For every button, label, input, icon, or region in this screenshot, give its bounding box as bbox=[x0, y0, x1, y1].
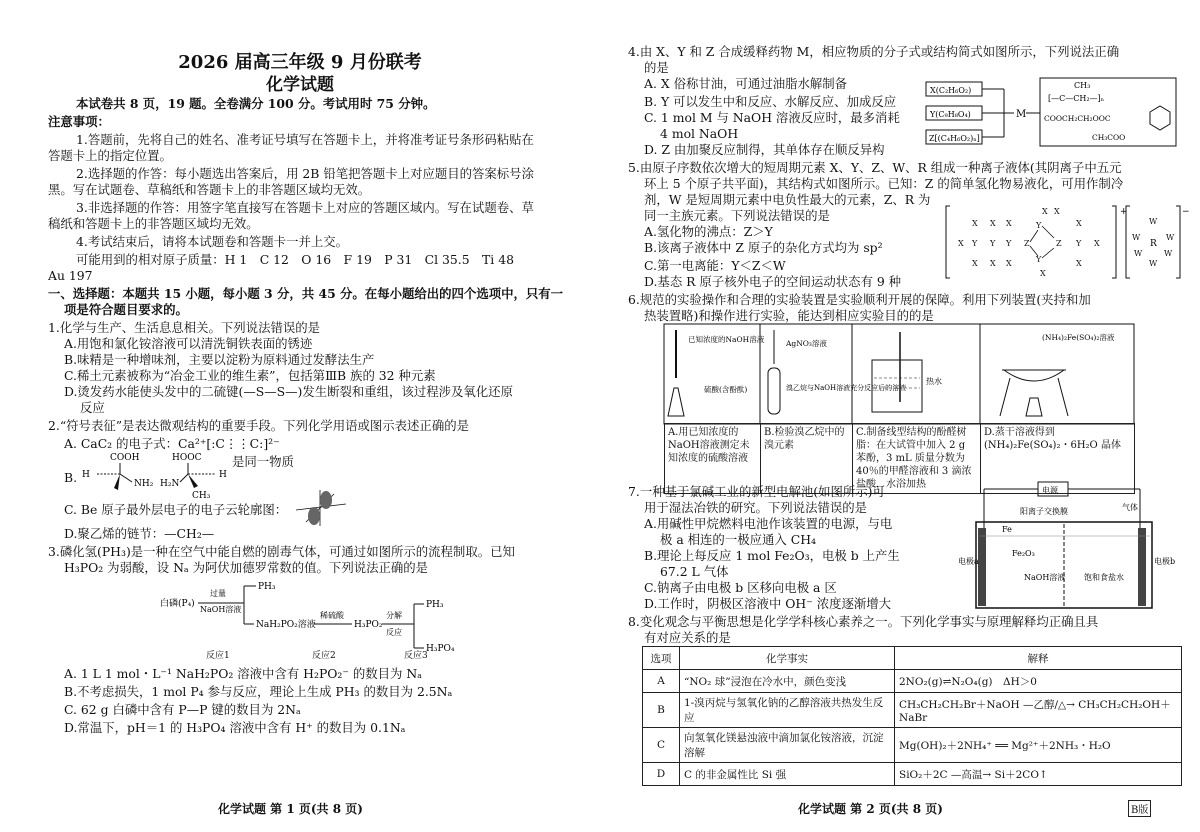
q7-power-label: 电源 bbox=[1042, 486, 1058, 495]
q4-option-c-cont: 4 mol NaOH bbox=[660, 126, 739, 141]
flow-reaction-2: 反应2 bbox=[312, 651, 336, 661]
q5-stem-cont3: 同一主族元素。下列说法错误的是 bbox=[644, 208, 830, 223]
q4-m-chain: [—C—CH₂—]ₙ bbox=[1048, 94, 1105, 103]
q4-option-d: D. Z 由加聚反应制得，其单体存在顺反异构 bbox=[644, 142, 885, 157]
q6-option-c: C.制备线型结构的酚醛树脂：在大试管中加入 2 g 苯酚，3 mL 质量分数为 40％的甲醛溶液和 3 滴浓盐酸，水浴加热 bbox=[853, 424, 981, 494]
version-badge: B版 bbox=[1128, 800, 1151, 817]
table-row bbox=[643, 693, 1182, 728]
q8-row-c-explain: Mg(OH)₂＋2NH₄⁺ ══ Mg²⁺＋2NH₃・H₂O bbox=[895, 728, 1182, 763]
q3-option-d: D.常温下，pH＝1 的 H₃PO₄ 溶液中含有 H⁺ 的数目为 0.1Nₐ bbox=[64, 720, 406, 735]
q4-option-a: A. X 俗称甘油，可通过油脂水解制备 bbox=[644, 76, 848, 91]
q4-m-ch3: CH₃ bbox=[1074, 81, 1091, 90]
q4-m-label: M bbox=[1016, 109, 1027, 120]
exam-subject: 化学试题 bbox=[266, 75, 334, 95]
exam-summary: 本试卷共 8 页，19 题。全卷满分 100 分。考试用时 75 分钟。 bbox=[76, 96, 436, 111]
q2-h2n-label: H₂N bbox=[160, 479, 180, 489]
svg-text:X: X bbox=[1076, 259, 1082, 268]
q8-row-b-fact: 1-溴丙烷与氢氧化钠的乙醇溶液共热发生反应 bbox=[680, 693, 895, 728]
flow-reaction-3: 反应3 bbox=[404, 651, 428, 661]
svg-text:X: X bbox=[990, 219, 996, 228]
q5-option-b: B.该离子液体中 Z 原子的杂化方式均为 sp² bbox=[644, 240, 883, 255]
flow-nah2po2: NaH₂PO₂溶液 bbox=[256, 620, 316, 630]
svg-text:Z: Z bbox=[1024, 239, 1030, 248]
q7-electrolysis-cell bbox=[956, 480, 1176, 612]
svg-text:Y: Y bbox=[990, 239, 996, 248]
q7-naoh-label: NaOH溶液 bbox=[1024, 573, 1066, 582]
svg-text:W: W bbox=[1166, 233, 1175, 242]
svg-text:X: X bbox=[1006, 219, 1012, 228]
q2-option-d: D.聚乙烯的链节：—CH₂— bbox=[64, 526, 215, 541]
atomic-masses: 可能用到的相对原子质量：H 1 C 12 O 16 F 19 P 31 Cl 35.5 Ti 48 bbox=[76, 252, 514, 267]
q1-option-d-cont: 反应 bbox=[80, 400, 105, 415]
note-2a: 2.选择题的作答：每小题选出答案后，用 2B 铅笔把答题卡上对应题目的答案标号涂 bbox=[76, 166, 534, 181]
q3-option-a: A. 1 L 1 mol・L⁻¹ NaH₂PO₂ 溶液中含有 H₂PO₂⁻ 的数目为 Nₐ bbox=[64, 666, 423, 681]
note-2b: 黑。写在试题卷、草稿纸和答题卡上的非答题区域均无效。 bbox=[48, 182, 371, 197]
q2-enantiomers-figure bbox=[76, 452, 236, 500]
note-3b: 稿纸和答题卡上的非答题区域均无效。 bbox=[48, 216, 259, 231]
q3-option-b: B.不考虑损失，1 mol P₄ 参与反应，理论上生成 PH₃ 的数目为 2.5Nₐ bbox=[64, 684, 453, 699]
svg-text:X: X bbox=[958, 239, 964, 248]
q8-row-b-option: B bbox=[643, 693, 680, 728]
q4-option-c: C. 1 mol M 与 NaOH 溶液反应时，最多消耗 bbox=[644, 110, 900, 125]
atomic-masses-cont: Au 197 bbox=[48, 268, 93, 283]
q8-row-d-explain: SiO₂＋2C —高温→ Si＋2CO↑ bbox=[895, 763, 1182, 786]
q7-electrode-b: 电极b bbox=[1154, 557, 1176, 566]
q1-stem: 1.化学与生产、生活息息相关。下列说法错误的是 bbox=[48, 320, 321, 335]
q5-option-a: A.氢化物的沸点：Z＞Y bbox=[644, 224, 773, 239]
q2-ch3-label: CH₃ bbox=[192, 491, 211, 501]
q6-label-hot-water: 热水 bbox=[926, 377, 942, 386]
flow-white-p: 白磷(P₄) bbox=[160, 599, 195, 609]
q1-option-b: B.味精是一种增味剂，主要以淀粉为原料通过发酵法生产 bbox=[64, 352, 375, 367]
svg-text:Z: Z bbox=[1056, 239, 1062, 248]
note-4: 4.考试结束后，请将本试题卷和答题卡一并上交。 bbox=[76, 234, 349, 249]
q8-table bbox=[642, 646, 1182, 786]
svg-text:Y: Y bbox=[1036, 221, 1042, 230]
section1-heading-cont: 项是符合题目要求的。 bbox=[64, 302, 188, 317]
svg-text:X: X bbox=[1042, 207, 1048, 216]
table-row bbox=[643, 670, 1182, 693]
q8-row-d-fact: C 的非金属性比 Si 强 bbox=[680, 763, 895, 786]
table-row bbox=[643, 728, 1182, 763]
flow-h3po2: H₃PO₂ bbox=[354, 620, 383, 630]
q7-stem: 7.一种基于氯碱工业的新型电解池(如图所示)可 bbox=[628, 484, 885, 499]
q1-option-a: A.用饱和氯化铵溶液可以清洗铜铁表面的锈迹 bbox=[64, 336, 313, 351]
svg-text:W: W bbox=[1149, 259, 1158, 268]
q7-membrane-label: 阳离子交换膜 bbox=[1020, 507, 1068, 516]
note-3a: 3.非选择题的作答：用签字笔直接写在答题卡上对应的答题区域内。写在试题卷、草 bbox=[76, 200, 534, 215]
q8-row-a-explain: 2NO₂(g)⇌N₂O₄(g) ΔH＞0 bbox=[895, 670, 1182, 693]
q6-stem: 6.规范的实验操作和合理的实验装置是实验顺利开展的保障。利用下列装置(夹持和加 bbox=[628, 292, 1091, 307]
q7-option-a-cont: 极 a 相连的一极应通入 CH₄ bbox=[660, 532, 816, 547]
q8-header-fact: 化学事实 bbox=[680, 647, 895, 670]
svg-text:W: W bbox=[1134, 249, 1143, 258]
notes-heading: 注意事项： bbox=[48, 114, 110, 129]
svg-text:Y: Y bbox=[972, 239, 978, 248]
q8-header-option: 选项 bbox=[643, 647, 680, 670]
svg-text:Y: Y bbox=[1036, 255, 1042, 264]
q6-label-agno3: AgNO₃溶液 bbox=[786, 339, 827, 348]
q7-gas-label: 气体 bbox=[1122, 503, 1138, 512]
svg-text:Y: Y bbox=[1076, 239, 1082, 248]
q5-ionic-liquid-structure bbox=[944, 200, 1188, 284]
footer-page-2: 化学试题 第 2 页(共 8 页) bbox=[798, 802, 943, 816]
q7-option-b-cont: 67.2 L 气体 bbox=[660, 564, 729, 579]
q8-row-c-option: C bbox=[643, 728, 680, 763]
q2-option-c: C. Be 原子最外层电子的电子云轮廓图： bbox=[64, 502, 288, 517]
q7-option-d: D.工作时，阴极区溶液中 OH⁻ 浓度逐渐增大 bbox=[644, 596, 892, 611]
q8-row-c-fact: 向氢氧化镁悬浊液中滴加氯化铵溶液，沉淀溶解 bbox=[680, 728, 895, 763]
q4-m-ester2: CH₃COO bbox=[1092, 133, 1126, 142]
q8-stem: 8.变化观念与平衡思想是化学学科核心素养之一。下列化学事实与原理解释均正确且具 bbox=[628, 614, 1099, 629]
q4-option-b: B. Y 可以发生中和反应、水解反应、加成反应 bbox=[644, 94, 897, 109]
svg-text:X: X bbox=[1054, 207, 1060, 216]
flow-naoh: NaOH溶液 bbox=[200, 605, 242, 614]
q5-stem-cont2: 剂，W 是短周期元素中电负性最大的元素，Z、R 为 bbox=[644, 192, 931, 207]
svg-text:W: W bbox=[1132, 233, 1141, 242]
q7-brine-label: 饱和食盐水 bbox=[1084, 573, 1124, 582]
exam-title: 2026 届高三年级 9 月份联考 bbox=[178, 52, 422, 73]
q2-h-right: H bbox=[219, 470, 227, 480]
q5-stem: 5.由原子序数依次增大的短周期元素 X、Y、Z、W、R 组成一种离子液体(其阴离子中五元 bbox=[628, 160, 1122, 175]
q7-fe-label: Fe bbox=[1002, 525, 1012, 534]
q5-center-r: R bbox=[1150, 239, 1157, 249]
q3-option-c: C. 62 g 白磷中含有 P—P 键的数目为 2Nₐ bbox=[64, 702, 301, 717]
q5-cation-charge: + bbox=[1120, 207, 1128, 217]
q6-option-d: D.蒸干溶液得到(NH₄)₂Fe(SO₄)₂・6H₂O 晶体 bbox=[981, 424, 1135, 494]
q7-electrode-a: 电极a bbox=[958, 557, 979, 566]
q6-apparatus-figure bbox=[664, 324, 1134, 424]
flow-react: 反应 bbox=[386, 628, 402, 637]
svg-text:X: X bbox=[990, 259, 996, 268]
q6-stem-cont: 热装置略)和操作进行实验，能达到相应实验目的的是 bbox=[644, 308, 934, 323]
q2-nh2-label: NH₂ bbox=[134, 479, 154, 489]
q1-option-d: D.烫发药水能使头发中的二硫键(—S—S—)发生断裂和重组，该过程涉及氧化还原 bbox=[64, 384, 513, 399]
q2-h-left: H bbox=[82, 470, 90, 480]
q7-option-b: B.理论上每反应 1 mol Fe₂O₃，电极 b 上产生 bbox=[644, 548, 900, 563]
q2-option-b-prefix: B. bbox=[64, 470, 78, 485]
q6-label-acid: 硫酸(含酚酞) bbox=[704, 385, 748, 394]
flow-ph3: PH₃ bbox=[258, 582, 276, 592]
q4-box-y: Y(C₉H₈O₄) bbox=[930, 110, 971, 119]
q5-option-c: C.第一电离能：Y＜Z＜W bbox=[644, 258, 786, 273]
note-1a: 1.答题前，先将自己的姓名、准考证号填写在答题卡上，并将准考证号条形码粘贴在 bbox=[76, 132, 534, 147]
q6-option-b: B.检验溴乙烷中的溴元素 bbox=[761, 424, 853, 494]
q2-cooh-label: COOH bbox=[110, 453, 140, 463]
q4-box-x: X(C₂H₆O₂) bbox=[930, 86, 972, 95]
svg-text:X: X bbox=[972, 219, 978, 228]
q5-option-d: D.基态 R 原子核外电子的空间运动状态有 9 种 bbox=[644, 274, 902, 289]
q2-stem: 2.“符号表征”是表达微观结构的重要手段。下列化学用语或图示表述正确的是 bbox=[48, 418, 469, 433]
q4-stem-cont: 的是 bbox=[644, 60, 669, 75]
q6-label-mix: 溴乙烷与NaOH溶液充分反应后的溶液 bbox=[786, 384, 907, 392]
flow-ph3-b: PH₃ bbox=[426, 600, 444, 610]
q5-anion-charge: − bbox=[1182, 207, 1190, 217]
flow-h3po4: H₃PO₄ bbox=[426, 644, 455, 654]
q6-option-a: A.用已知浓度的NaOH溶液测定未知浓度的硫酸溶液 bbox=[665, 424, 761, 494]
q3-flow-diagram bbox=[160, 578, 470, 658]
flow-reaction-1: 反应1 bbox=[206, 651, 230, 661]
q2-hooc-label: HOOC bbox=[172, 453, 202, 463]
q7-fe2o3-label: Fe₂O₃ bbox=[1012, 549, 1035, 558]
q4-stem: 4.由 X、Y 和 Z 合成缓释药物 M，相应物质的分子式或结构简式如图所示，下列说法正确 bbox=[628, 44, 1120, 59]
svg-text:X: X bbox=[972, 259, 978, 268]
table-row bbox=[643, 763, 1182, 786]
q1-option-c: C.稀土元素被称为“冶金工业的维生素”，包括第ⅢB 族的 32 种元素 bbox=[64, 368, 436, 383]
q6-label-salt: (NH₄)₂Fe(SO₄)₂溶液 bbox=[1042, 333, 1115, 342]
q8-row-d-option: D bbox=[643, 763, 680, 786]
svg-text:W: W bbox=[1164, 249, 1173, 258]
q7-option-c: C.钠离子由电极 b 区移向电极 a 区 bbox=[644, 580, 837, 595]
q3-stem-cont: H₃PO₂ 为弱酸，设 Nₐ 为阿伏加德罗常数的值。下列说法正确的是 bbox=[64, 560, 429, 575]
q8-stem-cont: 有对应关系的是 bbox=[644, 630, 731, 645]
q4-box-z: Z[(C₄H₆O₂)ₙ] bbox=[929, 134, 980, 143]
svg-text:X: X bbox=[1040, 269, 1046, 278]
svg-text:X: X bbox=[1006, 259, 1012, 268]
q5-stem-cont1: 环上 5 个原子共平面)，其结构式如图所示。已知：Z 的简单氢化物易液化，可用作制冷 bbox=[644, 176, 1124, 191]
section1-heading: 一、选择题：本题共 15 小题，每小题 3 分，共 45 分。在每小题给出的四个选项中，只有一 bbox=[48, 286, 564, 301]
q4-m-ester: COOCH₂CH₂OOC bbox=[1044, 114, 1111, 123]
q6-label-naoh: 已知浓度的NaOH溶液 bbox=[688, 335, 765, 344]
footer-page-1: 化学试题 第 1 页(共 8 页) bbox=[218, 802, 363, 816]
flow-dilute: 稀硫酸 bbox=[320, 611, 344, 620]
flow-excess: 过量 bbox=[210, 589, 226, 598]
svg-text:W: W bbox=[1149, 217, 1158, 226]
q8-header-explain: 解释 bbox=[895, 647, 1182, 670]
svg-text:Y: Y bbox=[1006, 239, 1012, 248]
q7-option-a: A.用碱性甲烷燃料电池作该装置的电源，与电 bbox=[644, 516, 893, 531]
q7-stem-cont: 用于湿法冶铁的研究。下列说法错误的是 bbox=[644, 500, 868, 515]
be-orbital-figure bbox=[290, 488, 350, 528]
q8-row-a-fact: “NO₂ 球”浸泡在冷水中，颜色变浅 bbox=[680, 670, 895, 693]
q8-row-a-option: A bbox=[643, 670, 680, 693]
svg-text:X: X bbox=[1094, 239, 1100, 248]
q3-stem: 3.磷化氢(PH₃)是一种在空气中能自燃的剧毒气体，可通过如图所示的流程制取。已知 bbox=[48, 544, 515, 559]
note-1b: 答题卡上的指定位置。 bbox=[48, 148, 172, 163]
flow-decomp: 分解 bbox=[386, 611, 402, 620]
q8-header-row bbox=[643, 647, 1182, 670]
q8-row-b-explain: CH₃CH₂CH₂Br＋NaOH —乙醇/△→ CH₃CH₂CH₂OH＋NaBr bbox=[895, 693, 1182, 728]
q2-option-a: A. CaC₂ 的电子式：Ca²⁺[:C⋮⋮C:]²⁻ bbox=[64, 436, 280, 451]
q2-option-b-suffix: 是同一物质 bbox=[232, 454, 294, 469]
svg-text:X: X bbox=[1076, 219, 1082, 228]
q4-synthesis-figure bbox=[924, 76, 1180, 148]
